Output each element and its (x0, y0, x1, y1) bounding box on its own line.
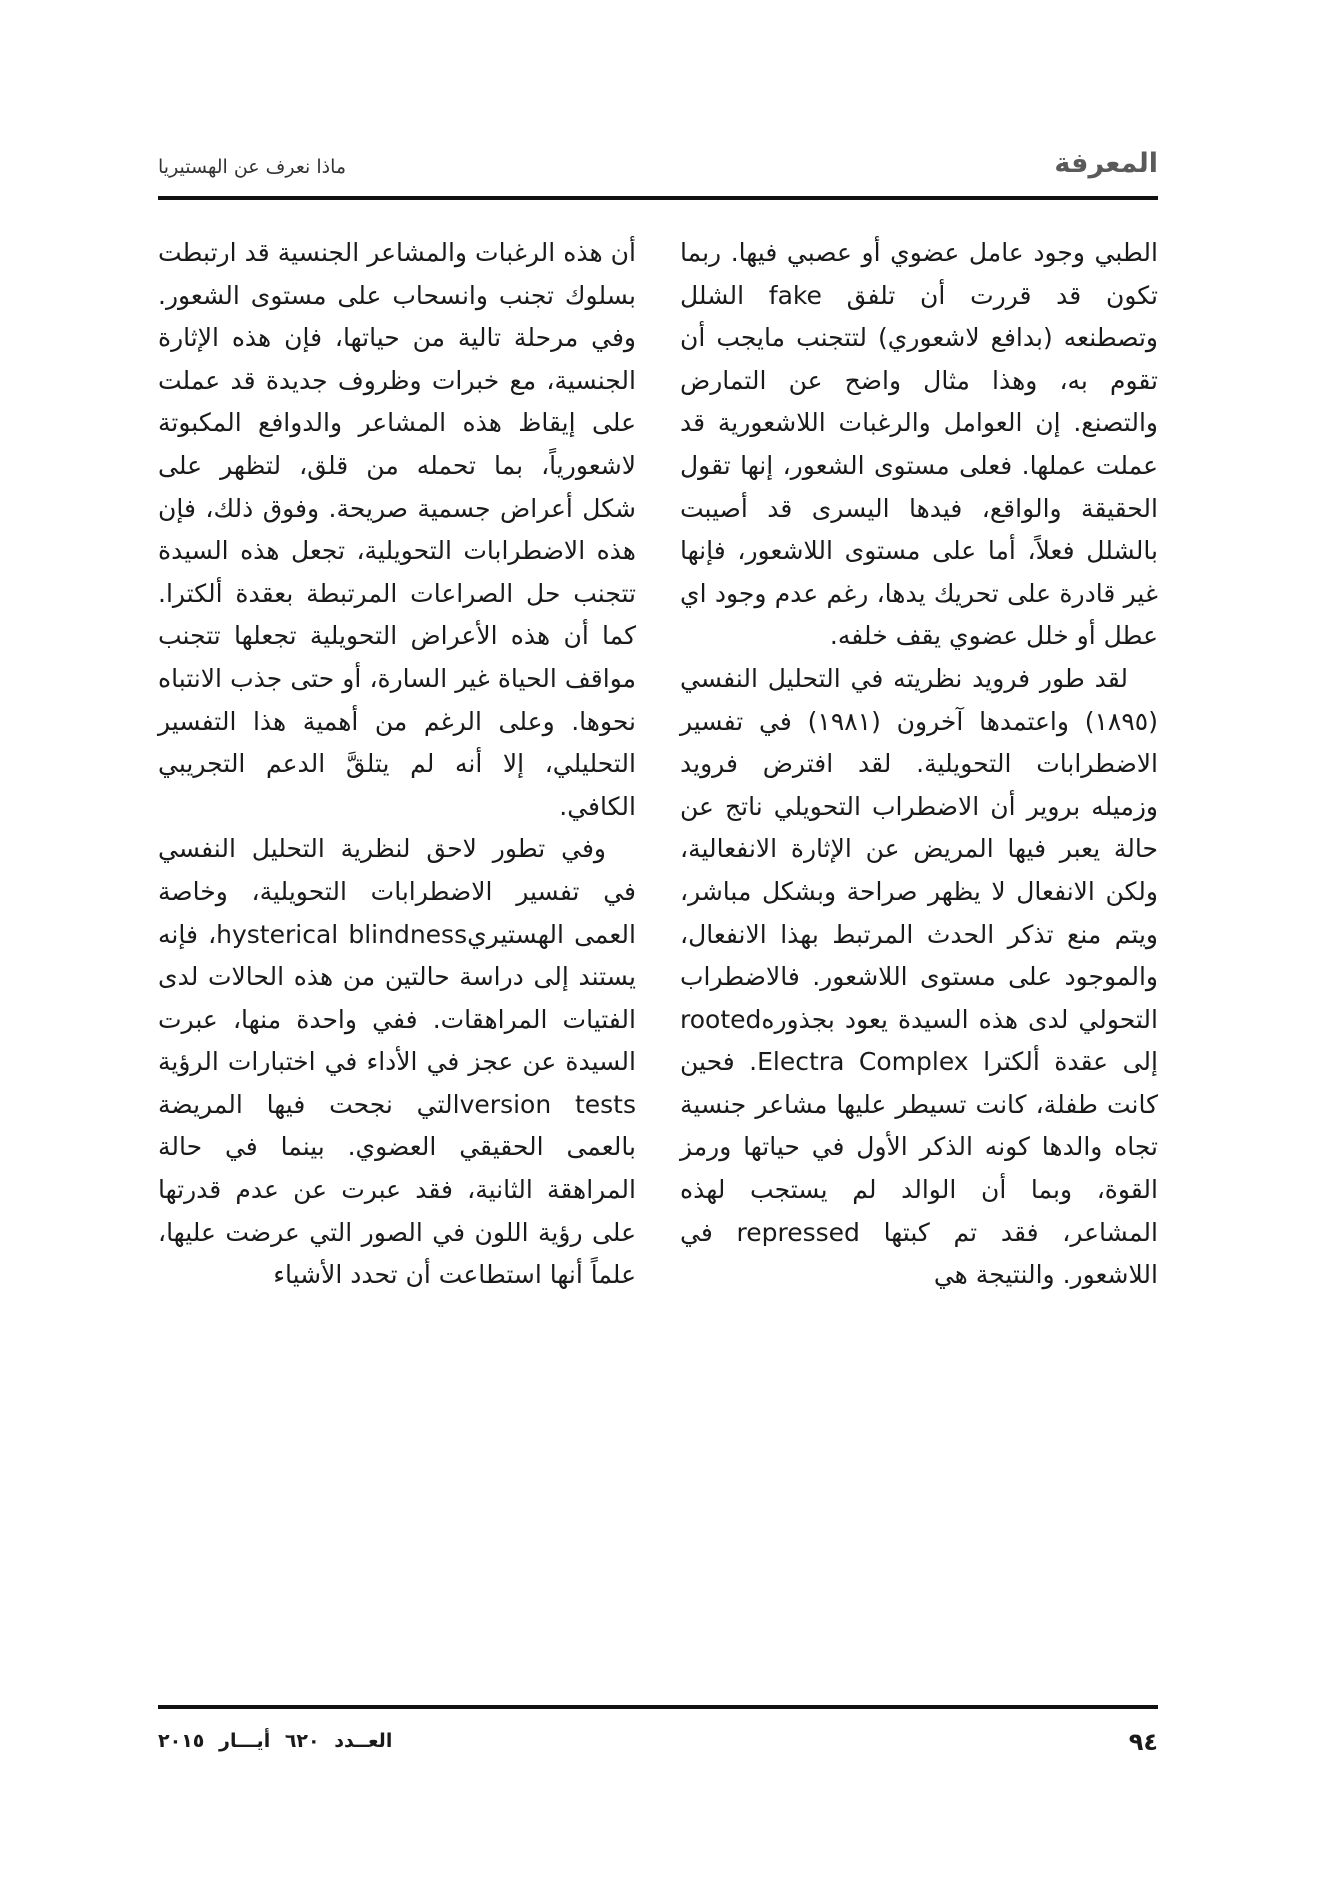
footer-rule (158, 1705, 1158, 1709)
paragraph: لقد طور فرويد نظريته في التحليل النفسي (١٨٩٥) واعتمدها آخرون (١٩٨١) في تفسير الاضطرابات التحويلية. لقد افترض فرويد وزميله بروير أن الاضطراب التحويلي ناتج عن حالة يعبر فيها المريض عن الإثارة الانفعالية، ولكن الانفعال لا يظهر صراحة وبشكل مباشر، ويتم منع تذكر الحدث المرتبط بهذا الانفعال، والموجود على مستوى اللاشعور. فالاضطراب التحولي لدى هذه السيدة يعود بجذورهrooted إلى عقدة ألكترا Electra Complex. فحين كانت طفلة، كانت تسيطر عليها مشاعر جنسية تجاه والدها كونه الذكر الأول في حياتها ورمز القوة، وبما أن الوالد لم يستجب لهذه المشاعر، فقد تم كبتها repressed في اللاشعور. والنتيجة هي (680, 663, 1158, 1290)
header-rule (158, 196, 1158, 200)
paragraph: أن هذه الرغبات والمشاعر الجنسية قد ارتبطت بسلوك تجنب وانسحاب على مستوى الشعور. وفي مرحلة تالية من حياتها، فإن هذه الإثارة الجنسية، مع خبرات وظروف جديدة قد عملت على إيقاظ هذه المشاعر والدوافع المكبوتة لاشعورياً، بما تحمله من قلق، لتظهر على شكل أعراض جسمية صريحة. وفوق ذلك، فإن هذه الاضطرابات التحويلية، تجعل هذه السيدة تتجنب حل الصراعات المرتبطة بعقدة ألكترا. كما أن هذه الأعراض التحويلية تجعلها تتجنب مواقف الحياة غير السارة، أو حتى جذب الانتباه نحوها. وعلى الرغم من أهمية هذا التفسير التحليلي، إلا أنه لم يتلقَّ الدعم التجريبي الكافي. (158, 238, 636, 821)
page-header (158, 148, 1158, 194)
magazine-logo: المعرفة (1054, 148, 1158, 179)
page-footer (158, 1728, 1158, 1764)
paragraph: وفي تطور لاحق لنظرية التحليل النفسي في تفسير الاضطرابات التحويلية، وخاصة العمى الهستيريhysterical blindness، فإنه يستند إلى دراسة حالتين من هذه الحالات لدى الفتيات المراهقات. ففي واحدة منها، عبرت السيدة عن عجز في الأداء في اختبارات الرؤية version testsالتي نجحت فيها المريضة بالعمى الحقيقي العضوي. بينما في حالة المراهقة الثانية، فقد عبرت عن عدم قدرتها على رؤية اللون في الصور التي عرضت عليها، علماً أنها استطاعت أن تحدد الأشياء (158, 834, 637, 1290)
left-column (158, 232, 636, 1297)
article-body (158, 232, 1158, 1682)
right-column (680, 232, 1158, 1297)
page-number: ٩٤ (1128, 1728, 1158, 1756)
running-title: ماذا نعرف عن الهستيريا (158, 156, 347, 178)
paragraph: الطبي وجود عامل عضوي أو عصبي فيها. ربما تكون قد قررت أن تلفق fake الشلل وتصطنعه (بدافع لاشعوري) لتتجنب مايجب أن تقوم به، وهذا مثال واضح عن التمارض والتصنع. إن العوامل والرغبات اللاشعورية قد عملت عملها. فعلى مستوى الشعور، إنها تقول الحقيقة والواقع، فيدها اليسرى قد أصيبت بالشلل فعلاً، أما على مستوى اللاشعور، فإنها غير قادرة على تحريك يدها، رغم عدم وجود اي عطل أو خلل عضوي يقف خلفه. (680, 238, 1158, 651)
issue-info: العــدد ٦٢٠ أيـــار ٢٠١٥ (158, 1730, 393, 1752)
